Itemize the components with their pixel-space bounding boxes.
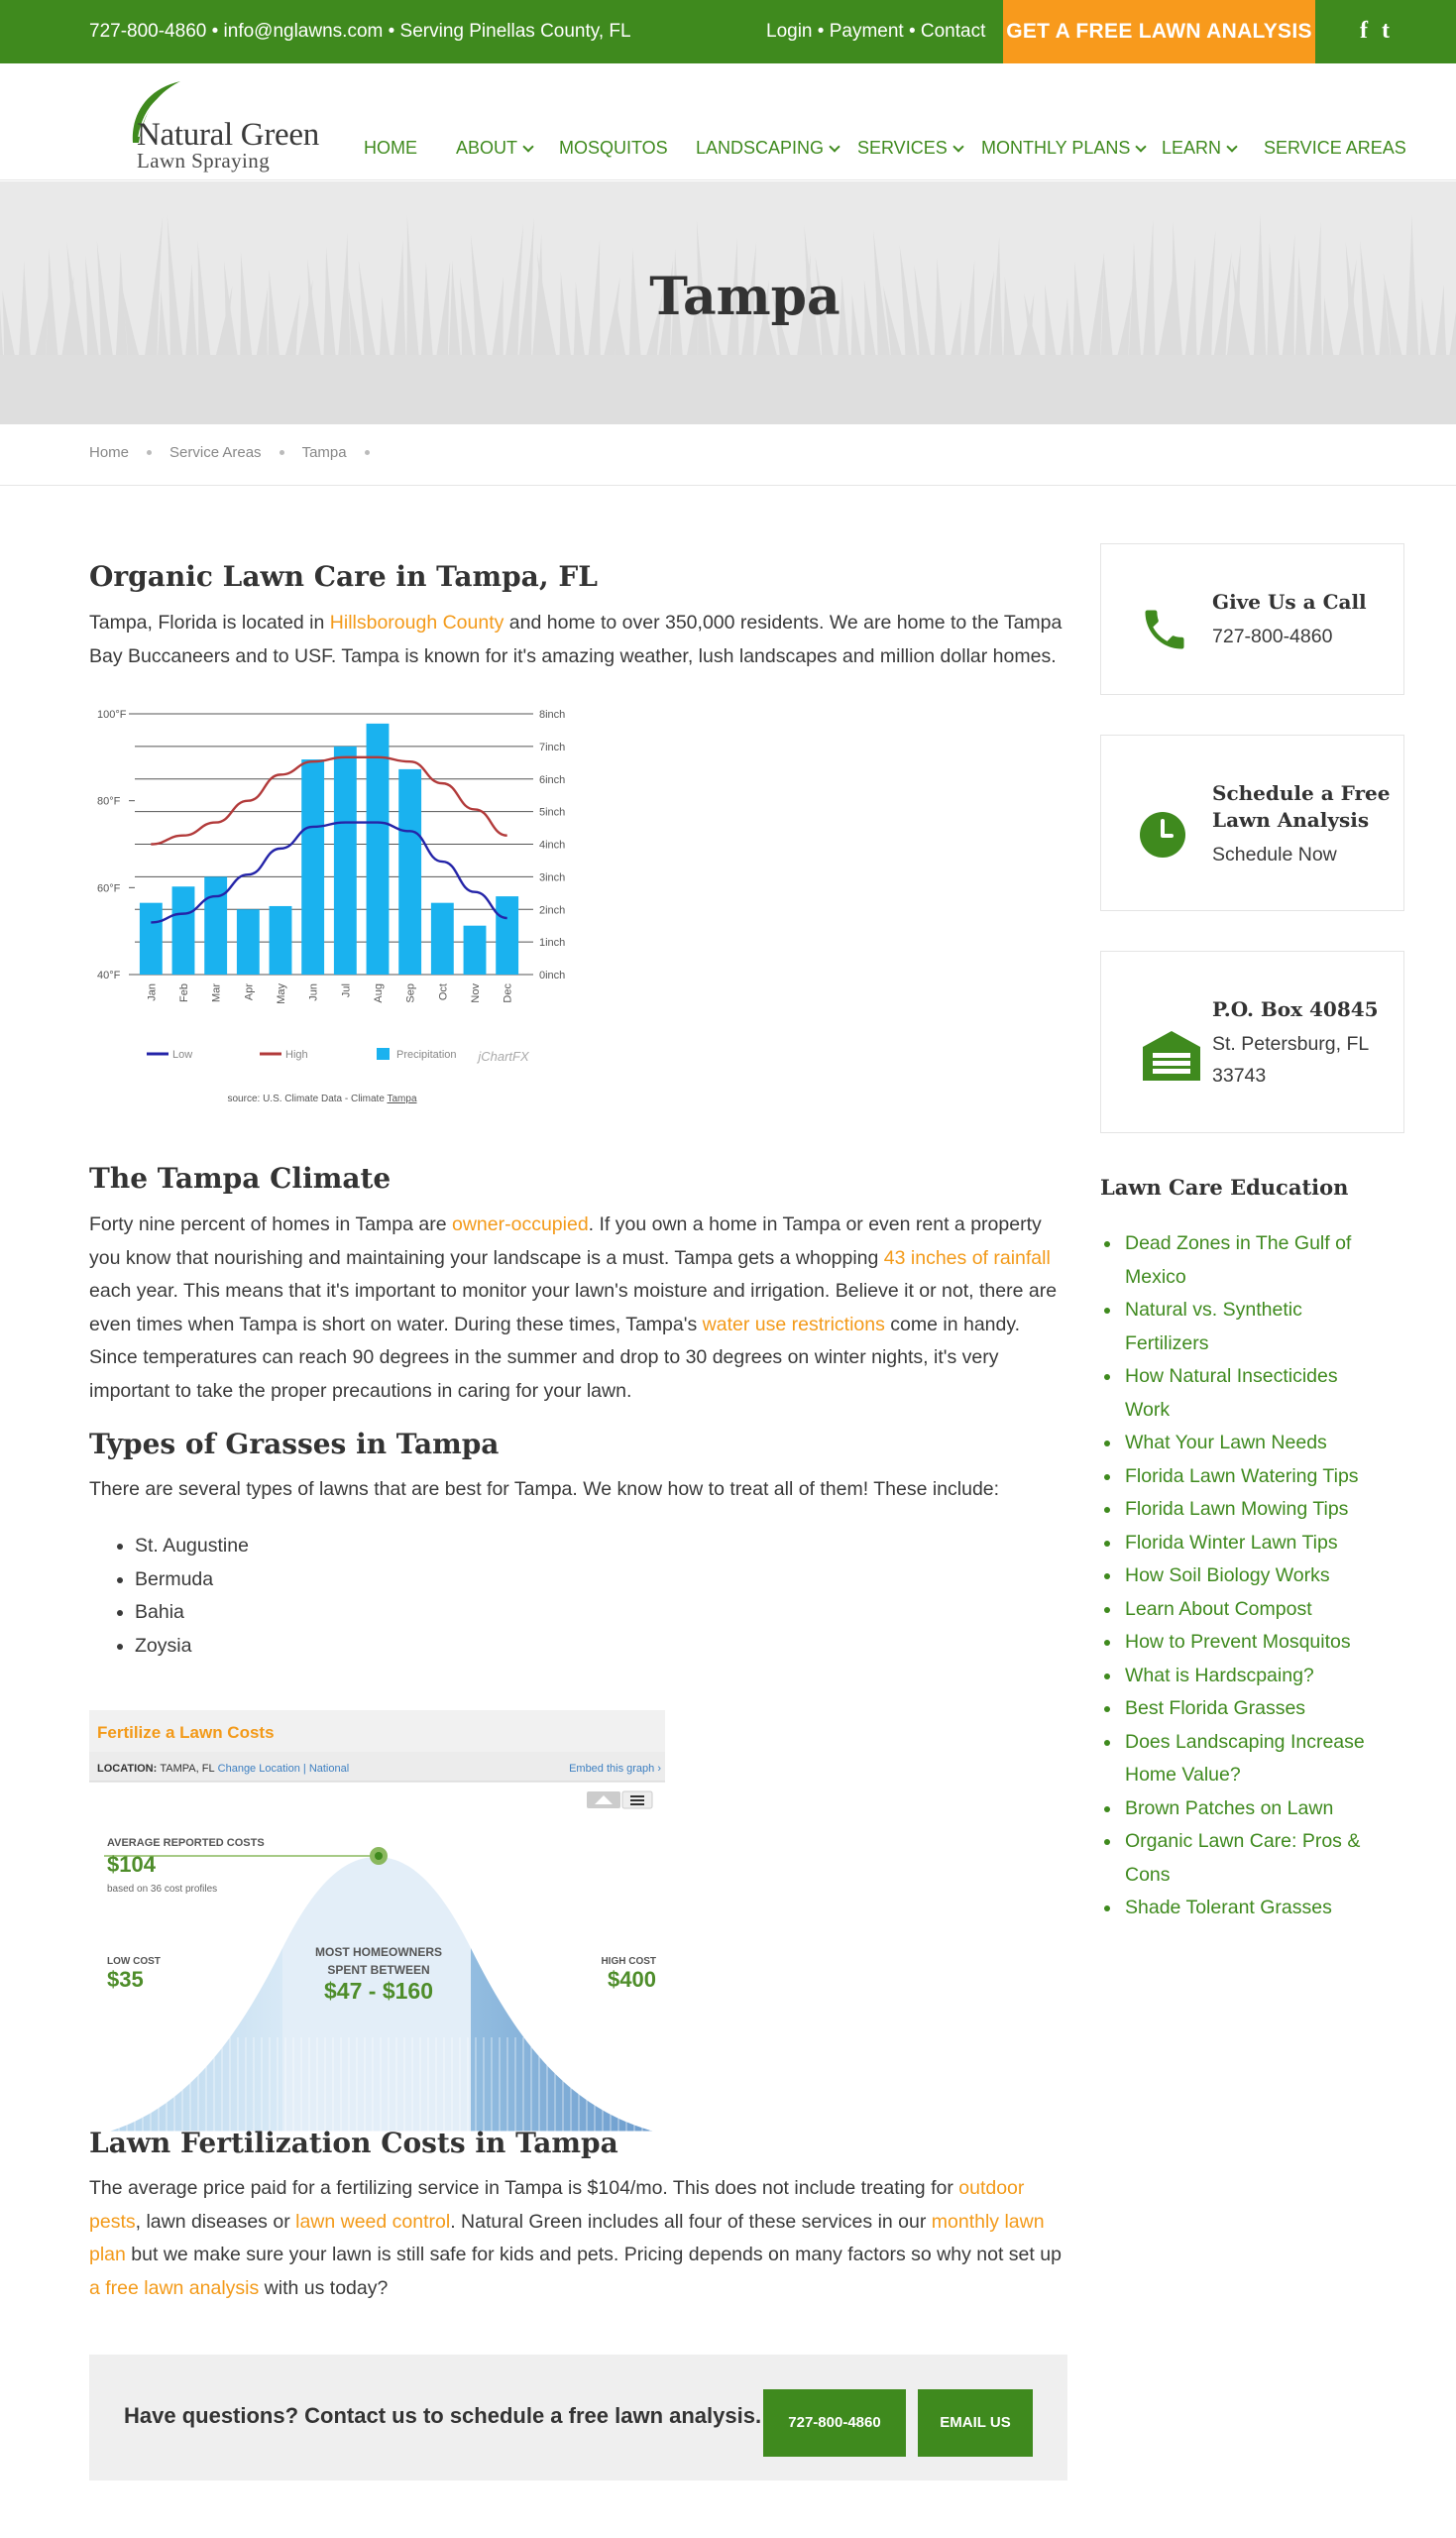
education-link[interactable]: Florida Winter Lawn Tips xyxy=(1100,1527,1388,1560)
x-axis-tick: Nov xyxy=(470,983,482,1003)
cost-widget xyxy=(89,1710,665,2246)
call-button[interactable]: 727-800-4860 xyxy=(763,2389,906,2457)
call-card-title: Give Us a Call xyxy=(1212,590,1367,614)
pobox-title: P.O. Box 40845 xyxy=(1212,997,1379,1021)
garage-icon xyxy=(1141,1029,1202,1081)
page-title: Tampa xyxy=(649,267,840,327)
nav-mosquitos[interactable]: MOSQUITOS xyxy=(559,138,668,158)
address-card xyxy=(1100,951,1404,1133)
call-card-phone[interactable]: 727-800-4860 xyxy=(1212,626,1333,647)
education-link[interactable]: Brown Patches on Lawn xyxy=(1100,1792,1388,1826)
legend-precipitation: Precipitation xyxy=(396,1049,457,1061)
national-link[interactable]: National xyxy=(308,1763,350,1775)
nav-monthly-plans[interactable]: MONTHLY PLANS xyxy=(981,138,1145,159)
precipitation-bar xyxy=(140,903,163,975)
precipitation-bar xyxy=(496,896,518,975)
education-link[interactable]: What is Hardscpaing? xyxy=(1100,1660,1388,1693)
email-button[interactable]: EMAIL US xyxy=(918,2389,1033,2457)
cost-widget-title: Fertilize a Lawn Costs xyxy=(97,1723,275,1742)
education-link[interactable]: Dead Zones in The Gulf of Mexico xyxy=(1100,1227,1388,1294)
precipitation-bar xyxy=(301,759,324,975)
list-view-icon xyxy=(630,1795,644,1805)
x-axis-tick: Dec xyxy=(502,983,514,1003)
breadcrumb-separator xyxy=(365,450,370,455)
breadcrumb-separator xyxy=(147,450,152,455)
contact-question: Have questions? Contact us to schedule a free lawn analysis. xyxy=(124,2403,762,2428)
precipitation-bar xyxy=(172,886,195,975)
costs-paragraph: The average price paid for a fertilizing service in Tampa is $104/mo. This does not include treating for outdoor pests, lawn diseases or lawn weed control. Natural Green includes all four of these services in our monthly lawn plan but we make sure your lawn is still safe for kids and pets. Pricing depends on many factors so why not set up a free lawn analysis with us today? xyxy=(89,2177,1062,2299)
right-axis-tick: 5inch xyxy=(539,806,566,819)
right-axis-tick: 2inch xyxy=(539,904,566,917)
schedule-card-title-2: Lawn Analysis xyxy=(1212,808,1370,832)
schedule-card[interactable] xyxy=(1100,735,1404,911)
water-restrictions-link[interactable]: water use restrictions xyxy=(702,1313,885,1335)
most-homeowners-range: $47 - $160 xyxy=(324,1978,433,2004)
nav-service-areas[interactable]: SERVICE AREAS xyxy=(1264,138,1406,158)
high-cost-label: HIGH COST xyxy=(601,1956,656,1967)
most-homeowners-label: MOST HOMEOWNERS xyxy=(315,1945,442,1959)
top-bar xyxy=(0,0,1456,63)
precipitation-bar xyxy=(367,724,390,975)
grasses-intro: There are several types of lawns that are best for Tampa. We know how to treat all of them! These include: xyxy=(89,1478,1000,1500)
x-axis-tick: Oct xyxy=(437,983,450,1001)
precipitation-bar xyxy=(270,906,292,975)
precipitation-bar xyxy=(237,909,260,975)
topbar-links[interactable]: Login • Payment • Contact xyxy=(766,21,986,42)
high-temperature-line xyxy=(151,757,506,845)
owner-occupied-link[interactable]: owner-occupied xyxy=(452,1213,589,1235)
chart-source: source: U.S. Climate Data - Climate Tampa xyxy=(227,1094,417,1104)
x-axis-tick: Aug xyxy=(373,983,385,1003)
x-axis-tick: Apr xyxy=(243,983,256,1001)
chevron-down-icon xyxy=(1136,141,1147,152)
high-cost-value: $400 xyxy=(608,1967,656,1992)
right-axis-tick: 3inch xyxy=(539,871,566,884)
education-link[interactable]: How Soil Biology Works xyxy=(1100,1559,1388,1593)
right-axis-tick: 0inch xyxy=(539,970,566,981)
x-axis-tick: Feb xyxy=(178,983,190,1002)
education-link[interactable]: Florida Lawn Mowing Tips xyxy=(1100,1493,1388,1527)
site-header xyxy=(0,63,1456,180)
logo-name: Natural Green xyxy=(137,117,319,153)
precipitation-bar xyxy=(398,769,421,975)
contact-cta-box xyxy=(89,2355,1067,2480)
avg-cost-value: $104 xyxy=(107,1852,156,1877)
avg-cost-label: AVERAGE REPORTED COSTS xyxy=(107,1837,265,1849)
outdoor-pests-link[interactable]: outdoor pests xyxy=(89,2177,1025,2233)
chart-source-link[interactable]: Tampa xyxy=(387,1094,417,1104)
education-link[interactable]: Best Florida Grasses xyxy=(1100,1692,1388,1726)
hillsborough-county-link[interactable]: Hillsborough County xyxy=(329,612,504,634)
low-cost-value: $35 xyxy=(107,1967,144,1992)
topbar-contact-info[interactable]: 727-800-4860 • info@nglawns.com • Serving Pinellas County, FL xyxy=(89,21,631,42)
social-links xyxy=(1360,18,1403,45)
x-axis-tick: Mar xyxy=(210,983,223,1002)
left-axis-tick: 40°F xyxy=(97,970,121,981)
chevron-down-icon xyxy=(1226,141,1237,152)
pobox-city: St. Petersburg, FL xyxy=(1212,1033,1370,1055)
breadcrumb xyxy=(89,444,388,461)
education-link[interactable]: Natural vs. Synthetic Fertilizers xyxy=(1100,1294,1388,1360)
call-card[interactable] xyxy=(1100,543,1404,695)
location-label: LOCATION: xyxy=(97,1763,158,1775)
legend-high: High xyxy=(285,1049,308,1061)
svg-text:LOCATION: TAMPA, FL Change Lo: LOCATION: TAMPA, FL Change Location | National xyxy=(97,1763,350,1775)
education-link[interactable]: Shade Tolerant Grasses xyxy=(1100,1892,1388,1925)
precipitation-bar xyxy=(431,903,454,975)
rainfall-link[interactable]: 43 inches of rainfall xyxy=(883,1246,1051,1269)
precipitation-bar xyxy=(334,747,357,975)
location-value: TAMPA, FL xyxy=(160,1763,215,1775)
clock-icon xyxy=(1139,811,1186,859)
weed-control-link[interactable]: lawn weed control xyxy=(295,2210,451,2233)
nav-home[interactable]: HOME xyxy=(364,138,417,158)
left-axis-tick: 100°F xyxy=(97,709,127,721)
divider xyxy=(0,485,1456,486)
chart-watermark: jChartFX xyxy=(478,1049,529,1064)
embed-graph-link[interactable]: Embed this graph › xyxy=(569,1763,661,1775)
chevron-down-icon xyxy=(522,141,533,152)
nav-services[interactable]: SERVICES xyxy=(857,138,962,159)
education-heading: Lawn Care Education xyxy=(1100,1175,1349,1200)
x-axis-tick: Sep xyxy=(404,983,417,1003)
climate-paragraph: Forty nine percent of homes in Tampa are owner-occupied. If you own a home in Tampa or even rent a property you know that nourishing and maintaining your landscape is a must. Tampa gets a whopping 43 inches of rainfall each year. This means that it's important to monitor your lawn's moisture and irrigation. Believe it or not, there are even times when Tampa is short on water. During these times, Tampa's water use restrictions come in handy. Since temperatures can reach 90 degrees in the summer and drop to 30 degrees on winter nights, it's very important to take the proper precautions in caring for your lawn. xyxy=(89,1213,1058,1402)
monthly-lawn-plan-link[interactable]: monthly lawn plan xyxy=(89,2210,1045,2265)
legend-low: Low xyxy=(172,1049,193,1061)
education-link[interactable]: Florida Lawn Watering Tips xyxy=(1100,1460,1388,1494)
costs-heading: Lawn Fertilization Costs in Tampa xyxy=(89,2127,618,2159)
nav-learn[interactable]: LEARN xyxy=(1162,138,1236,159)
precipitation-bar xyxy=(204,876,227,975)
change-location-link[interactable]: Change Location xyxy=(217,1763,300,1775)
education-link[interactable]: What Your Lawn Needs xyxy=(1100,1427,1388,1460)
x-axis-tick: Jul xyxy=(340,983,353,998)
tumblr-icon[interactable]: t xyxy=(1382,18,1390,44)
climate-chart-svg xyxy=(89,694,605,1120)
education-link[interactable]: How Natural Insecticides Work xyxy=(1100,1360,1388,1427)
list-item: • Bahia xyxy=(135,1596,249,1630)
nav-landscaping[interactable]: LANDSCAPING xyxy=(696,138,839,159)
breadcrumb-service-areas[interactable]: Service Areas xyxy=(169,444,262,461)
breadcrumb-separator xyxy=(280,450,284,455)
phone-icon xyxy=(1139,604,1190,655)
organic-heading: Organic Lawn Care in Tampa, FL xyxy=(89,560,598,593)
nav-about[interactable]: ABOUT xyxy=(456,138,532,159)
right-axis-tick: 8inch xyxy=(539,709,566,721)
schedule-now-link[interactable]: Schedule Now xyxy=(1212,844,1337,865)
breadcrumb-current: Tampa xyxy=(301,444,347,461)
precipitation-bar xyxy=(464,926,487,975)
site-logo[interactable] xyxy=(127,73,345,173)
chevron-down-icon xyxy=(952,141,963,152)
left-axis-tick: 80°F xyxy=(97,795,121,808)
right-axis-tick: 6inch xyxy=(539,773,566,786)
schedule-card-title-1: Schedule a Free xyxy=(1212,781,1391,805)
organic-paragraph: Tampa, Florida is located in Hillsborough County and home to over 350,000 residents. We are home to the Tampa Bay Buccaneers and to USF. Tampa is known for it's amazing weather, lush landscapes and million dollar homes. xyxy=(89,612,1063,667)
education-link[interactable]: Organic Lawn Care: Pros & Cons xyxy=(1100,1825,1388,1892)
logo-subtitle: Lawn Spraying xyxy=(137,149,271,173)
education-links-list xyxy=(1100,1227,1388,1925)
spent-between-label: SPENT BETWEEN xyxy=(327,1963,430,1977)
legend-precipitation-swatch xyxy=(377,1048,390,1060)
list-item: • St. Augustine xyxy=(135,1530,249,1563)
x-axis-tick: Jan xyxy=(146,983,159,1001)
grasses-heading: Types of Grasses in Tampa xyxy=(89,1428,500,1460)
climate-heading: The Tampa Climate xyxy=(89,1162,392,1195)
climate-chart xyxy=(89,694,605,1120)
free-lawn-analysis-link[interactable]: a free lawn analysis xyxy=(89,2276,260,2299)
cost-profiles-note: based on 36 cost profiles xyxy=(107,1884,218,1895)
chevron-down-icon xyxy=(829,141,840,152)
right-axis-tick: 7inch xyxy=(539,741,566,753)
left-axis-tick: 60°F xyxy=(97,882,121,895)
x-axis-tick: Jun xyxy=(307,983,320,1001)
grasses-list xyxy=(89,1530,249,1663)
education-link[interactable]: How to Prevent Mosquitos xyxy=(1100,1626,1388,1660)
pobox-zip: 33743 xyxy=(1212,1065,1267,1087)
free-lawn-analysis-button[interactable]: GET A FREE LAWN ANALYSIS xyxy=(1003,0,1315,63)
list-item: • Bermuda xyxy=(135,1563,249,1597)
right-axis-tick: 4inch xyxy=(539,839,566,852)
cost-widget-svg xyxy=(89,1710,665,2246)
right-axis-tick: 1inch xyxy=(539,937,566,950)
low-cost-label: LOW COST xyxy=(107,1956,161,1967)
x-axis-tick: May xyxy=(276,983,287,1004)
list-item: • Zoysia xyxy=(135,1630,249,1664)
education-link[interactable]: Learn About Compost xyxy=(1100,1593,1388,1627)
education-link[interactable]: Does Landscaping Increase Home Value? xyxy=(1100,1726,1388,1792)
breadcrumb-home[interactable]: Home xyxy=(89,444,130,461)
page-hero xyxy=(0,181,1456,424)
facebook-icon[interactable]: f xyxy=(1360,18,1368,44)
